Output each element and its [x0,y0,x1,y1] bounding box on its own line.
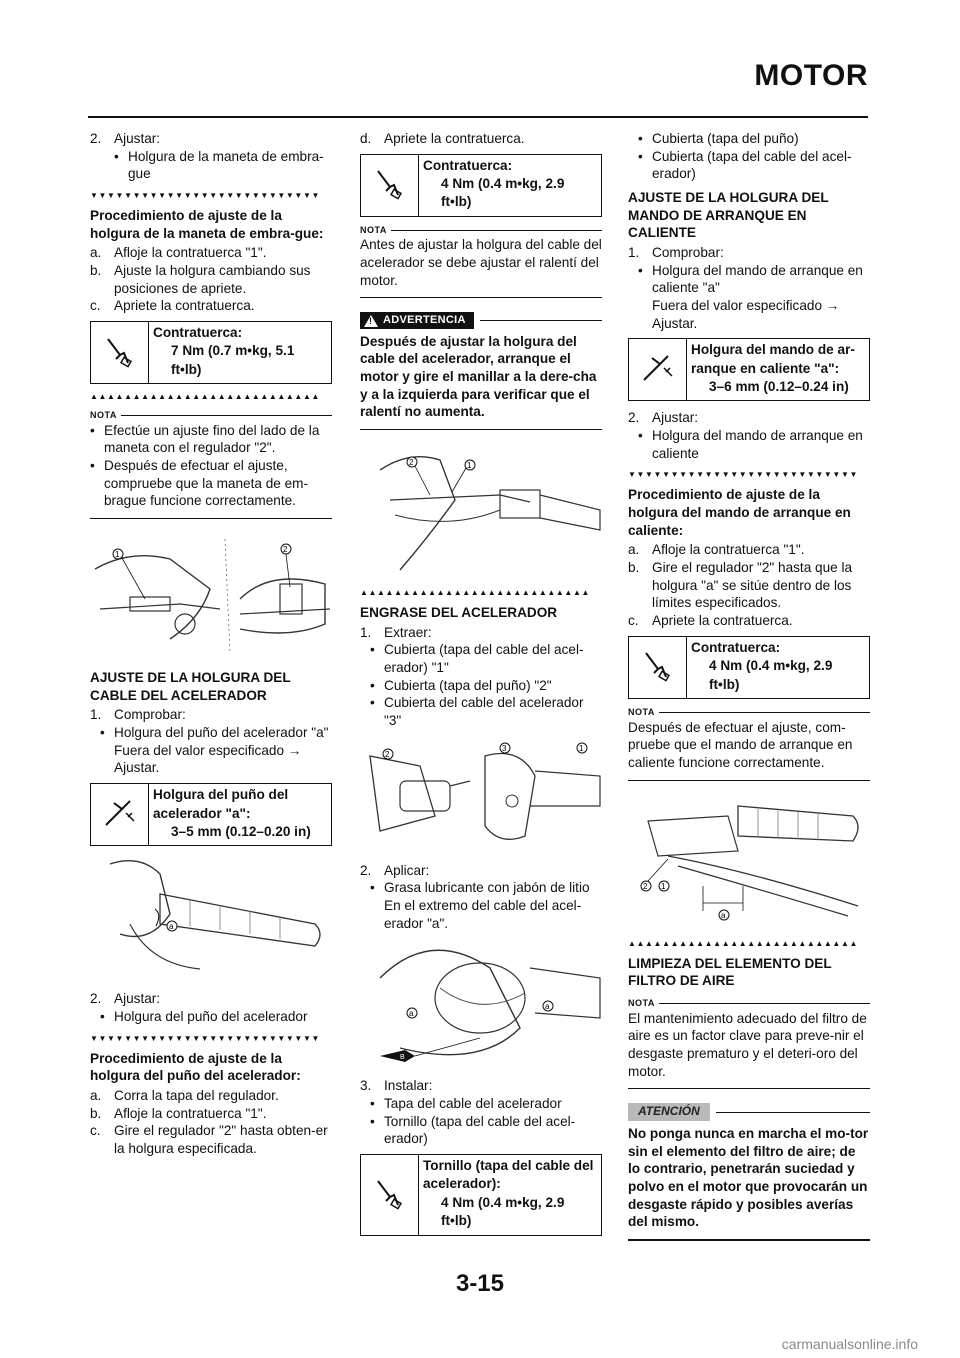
torque-wrench-icon [91,322,149,383]
note-bullet: • Efectúe un ajuste fino del lado de la maneta con el regulador "2". [90,422,320,456]
triangle-divider-up: ▲▲▲▲▲▲▲▲▲▲▲▲▲▲▲▲▲▲▲▲▲▲▲▲▲▲▲ [628,938,858,948]
torque-wrench-icon [361,155,419,216]
bullet-item: • Tapa del cable del acelerador [370,1096,562,1112]
warning-end-rule [360,429,602,430]
bullet-item: • Cubierta (tapa del cable del acel-erador) "1" [370,642,584,676]
spec-value: 7 Nm (0.7 m•kg, 5.1 ft•lb) [171,343,295,377]
procedure-step: d. Apriete la contratuerca. [360,131,525,146]
bullet-item: • Cubierta (tapa del puño) [638,131,799,146]
spec-value: 4 Nm (0.4 m•kg, 2.9 ft•lb) [441,176,565,210]
step-install: 3. Instalar: [360,1078,433,1094]
figure-label: 2 [643,881,648,891]
spec-value: 3–5 mm (0.12–0.20 in) [171,823,311,839]
procedure-step: c. Apriete la contratuerca. [90,298,255,314]
figure-throttle-covers [360,736,602,856]
bullet-item: • Cubierta (tapa del cable del acel-erador) [638,148,852,182]
warning-badge: ! ADVERTENCIA [360,312,474,328]
figure-label: 1 [579,743,584,753]
warning-icon: ! [364,315,378,327]
figure-label: B [400,1054,405,1062]
bullet-item: • Holgura del puño del acelerador [100,1008,308,1024]
spec-value: 4 Nm (0.4 m•kg, 2.9 ft•lb) [441,1194,565,1229]
note-end-rule [360,297,602,298]
caution-end-rule [628,1239,870,1241]
note-end-rule [628,780,870,781]
spec-title: Holgura del mando de ar-ranque en caliente "a": [691,342,855,376]
step-number: 2. [90,131,102,146]
procedure-step: a. Afloje la contratuerca "1". [90,245,267,261]
procedure-title: Procedimiento de ajuste de la holgura del puño del acelerador: [90,1050,301,1084]
note-text: Después de efectuar el ajuste, com-pruebe que el mando de arranque en caliente funcione correctamente. [628,719,853,770]
section-title: ENGRASE DEL ACELERADOR [360,605,558,621]
warning-text: Después de ajustar la holgura del cable del acelerador, arranque el motor y gire el manillar a la dere-cha y a la izquierda para verificar que el ralentí no aumenta. [360,333,597,420]
bullet-item: • Holgura de la maneta de embra-gue [90,148,332,183]
figure-throttle-grip [90,854,332,982]
spec-value: 3–6 mm (0.12–0.24 in) [709,379,849,395]
spec-box-screw [360,1154,602,1235]
caution-badge: ATENCIÓN [628,1103,710,1121]
check-out-of-spec: Fuera del valor especificado → [114,742,302,758]
bullet-item: • Holgura del mando de arranque en caliente [638,428,863,461]
page-number: 3-15 [455,1270,505,1297]
figure-label: a [545,1002,550,1012]
triangle-divider-up: ▲▲▲▲▲▲▲▲▲▲▲▲▲▲▲▲▲▲▲▲▲▲▲▲▲▲▲ [90,392,320,402]
bullet-item: • Holgura del puño del acelerador "a" [100,725,329,741]
spec-box-locknut [90,321,332,384]
check-adjust: Ajustar. [652,315,698,331]
bullet-item: • Grasa lubricante con jabón de litio [370,880,590,896]
procedure-step: b. Afloje la contratuerca "1". [90,1105,267,1121]
warning-header [360,312,602,328]
note-header: NOTA [90,410,332,422]
note-end-rule [628,1088,870,1089]
spec-box-locknut [360,154,602,217]
figure-label: a [721,910,726,920]
section-title: LIMPIEZA DEL ELEMENTO DEL FILTRO DE AIRE [628,955,832,989]
check-adjust: Ajustar. [114,760,160,776]
watermark: carmanualsonline.info [781,1336,918,1352]
bullet-item: • Holgura del mando de arranque en caliente "a" [638,262,863,296]
note-header: NOTA [360,225,602,237]
note-text: Antes de ajustar la holgura del cable del acelerador se debe ajustar el ralentí del motor. [360,237,602,288]
figure-label: a [169,922,174,932]
spec-title: Contratuerca: [153,325,243,341]
step-check: 1. Comprobar: [628,245,724,261]
figure-label: 1 [115,550,120,560]
spec-title: Tornillo (tapa del cable del acelerador): [423,1158,594,1192]
header-rule [88,116,868,118]
spec-box-hotstart-freeplay [628,338,870,401]
figure-label: 2 [283,545,288,555]
step-remove: 1. Extraer: [360,624,432,640]
figure-hotstart-lever [628,791,870,931]
step-apply: 2. Aplicar: [360,862,430,878]
triangle-divider-down: ▼▼▼▼▼▼▼▼▼▼▼▼▼▼▼▼▼▼▼▼▼▼▼▼▼▼▼ [628,470,858,480]
figure-label: 2 [409,458,414,468]
bullet-item: • Cubierta (tapa del puño) "2" [370,677,552,693]
gauge-icon [629,339,687,400]
note-bullet: • Después de efectuar el ajuste, compruebe que la maneta de em-brague funcione correctamente. [90,458,309,509]
figure-label: a [409,1009,414,1019]
procedure-step: a. Corra la tapa del regulador. [90,1087,279,1103]
figure-label: 1 [467,461,472,471]
column-2 [360,130,602,1244]
note-header: NOTA [628,707,870,719]
spec-box-locknut [628,636,870,699]
spec-box-grip-freeplay [90,783,332,846]
spec-title: Contratuerca: [691,639,781,655]
procedure-step: c. Gire el regulador "2" hasta obten-er la holgura especificada. [90,1123,328,1156]
column-1 [90,130,332,1158]
triangle-divider-down: ▼▼▼▼▼▼▼▼▼▼▼▼▼▼▼▼▼▼▼▼▼▼▼▼▼▼▼ [90,1033,320,1043]
figure-label: 3 [502,743,507,753]
bullet-continuation: En el extremo del cable del acel-erador "a". [384,898,582,931]
torque-wrench-icon [629,637,687,698]
page-header-title: MOTOR [754,59,868,92]
procedure-title: Procedimiento de ajuste de la holgura de la maneta de embra-gue: [90,208,324,241]
procedure-step: b. Gire el regulador "2" hasta que la holgura "a" se sitúe dentro de los límites especificados. [628,560,853,611]
note-text: El mantenimiento adecuado del filtro de aire es un factor clave para preve-nir el desgaste prematuro y el deteri-oro del motor. [628,1010,867,1079]
procedure-step: b. Ajuste la holgura cambiando sus posiciones de apriete. [90,263,311,296]
figure-throttle-cable [360,440,602,580]
triangle-divider-down: ▼▼▼▼▼▼▼▼▼▼▼▼▼▼▼▼▼▼▼▼▼▼▼▼▼▼▼ [90,191,320,201]
figure-cable-end [360,938,602,1073]
procedure-title: Procedimiento de ajuste de la holgura del mando de arranque en caliente: [628,487,851,538]
section-title: AJUSTE DE LA HOLGURA DEL CABLE DEL ACELERADOR [90,670,291,703]
step-adjust: 2. Ajustar: [90,991,161,1007]
column-3 [628,130,870,1251]
step-label: Ajustar: [114,131,161,146]
step-adjust: 2. Ajustar: [628,410,699,426]
procedure-step: a. Afloje la contratuerca "1". [628,542,805,558]
check-out-of-spec: Fuera del valor especificado → [652,298,840,314]
gauge-icon [91,784,149,845]
spec-title: Contratuerca: [423,157,513,173]
caution-text: No ponga nunca en marcha el mo-tor sin el elemento del filtro de aire; de lo contrario, penetrarán suciedad y polvo en el motor que provocarán un desgaste rápido y posibles averías del mismo. [628,1125,869,1230]
bullet-item: • Cubierta del cable del acelerador "3" [370,695,584,729]
bullet-text: Holgura de la maneta de embra-gue [128,148,324,182]
spec-title: Holgura del puño del acelerador "a": [153,787,289,821]
torque-wrench-icon [361,1155,419,1234]
step-adjust-clutch [90,130,332,148]
caution-header [628,1103,870,1121]
procedure-step: c. Apriete la contratuerca. [628,613,793,629]
spec-value: 4 Nm (0.4 m•kg, 2.9 ft•lb) [709,658,833,692]
note-header: NOTA [628,998,870,1010]
bullet-item: • Tornillo (tapa del cable del acel-erador) [370,1113,576,1147]
note-end-rule [90,518,332,519]
triangle-divider-up: ▲▲▲▲▲▲▲▲▲▲▲▲▲▲▲▲▲▲▲▲▲▲▲▲▲▲▲ [360,588,590,598]
figure-clutch-lever [90,529,332,659]
figure-label: 2 [385,749,390,759]
section-title: AJUSTE DE LA HOLGURA DEL MANDO DE ARRANQUE EN CALIENTE [628,190,829,241]
step-check: 1. Comprobar: [90,707,186,723]
figure-label: 1 [661,881,666,891]
